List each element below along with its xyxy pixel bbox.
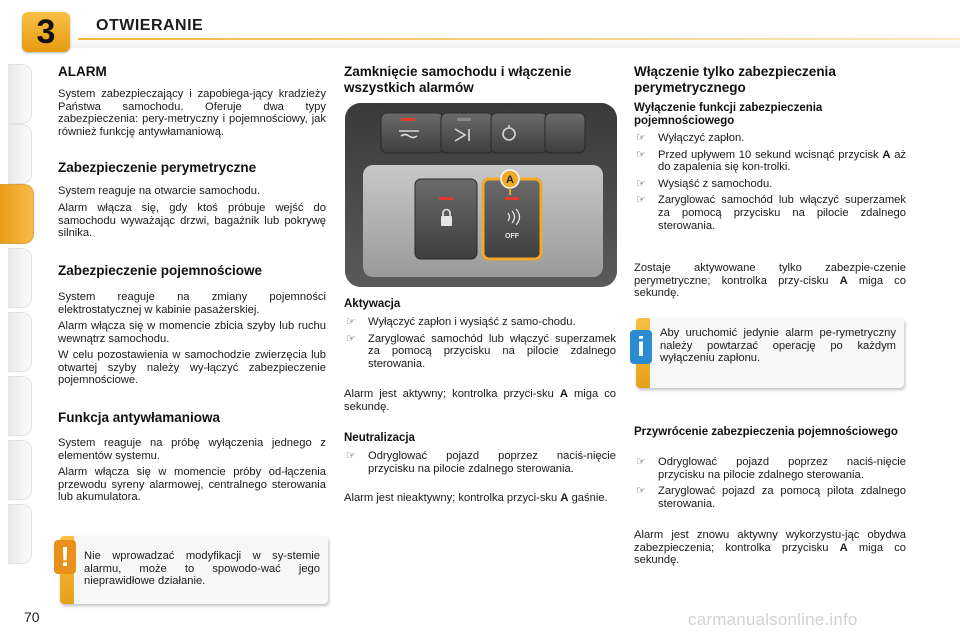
chapter-tab-7[interactable] <box>8 440 32 500</box>
lock-all-heading: Zamknięcie samochodu i włączenie wszystkich alarmów <box>344 64 572 95</box>
disable-volumetric-list <box>634 132 906 236</box>
info-icon: i <box>630 330 652 364</box>
chapter-tab-4[interactable] <box>8 248 32 308</box>
bullet-hand-icon: ☞ <box>346 332 356 345</box>
antitheft-heading: Funkcja antywłamaniowa <box>58 410 221 425</box>
list-item: ☞ Wyłączyć zapłon i wysiąść z samo-chodu. <box>346 316 576 328</box>
chapter-tab-3-active[interactable] <box>0 184 34 244</box>
disable-volumetric-result: Zostaje aktywowane tylko zabezpie-czenie perymetryczne; kontrolka przy-cisku A miga co sekundę. <box>634 262 906 300</box>
info-callout <box>636 318 904 388</box>
activation-heading: Aktywacja <box>344 298 401 310</box>
chapter-tab-6[interactable] <box>8 376 32 436</box>
warning-text: Nie wprowadzać modyfikacji w sy-stemie alarmu, może to spowodo-wać jego nieprawidłowe działanie. <box>84 550 320 588</box>
header-rule <box>78 38 960 40</box>
activation-result: Alarm jest aktywny; kontrolka przyci-sku A miga co sekundę. <box>344 388 617 413</box>
neutralization-list <box>344 450 616 479</box>
restore-volumetric-list <box>634 456 906 514</box>
list-item: ☞ Odryglować pojazd poprzez naciś-nięcie przycisku na pilocie zdalnego sterowania. <box>346 450 616 475</box>
neutralization-heading: Neutralizacja <box>344 432 415 444</box>
bullet-hand-icon: ☞ <box>636 148 646 161</box>
antitheft-text-2: Alarm włącza się w momencie próby od-łączenia przewodu syreny alarmowej, centralnego sterowania lub akumulatora. <box>58 466 326 504</box>
bullet-hand-icon: ☞ <box>636 456 646 468</box>
list-item: ☞ Wyłączyć zapłon. <box>636 132 745 144</box>
bullet-hand-icon: ☞ <box>636 194 646 207</box>
bullet-hand-icon: ☞ <box>636 132 646 144</box>
chapter-tab-5[interactable] <box>8 312 32 372</box>
chapter-tab-1[interactable] <box>8 64 32 124</box>
page-title: OTWIERANIE <box>96 17 204 34</box>
perimeter-only-heading: Włączenie tylko zabezpieczenia perymetrycznego <box>634 64 836 95</box>
volumetric-text-2: Alarm włącza się w momencie zbicia szyby lub ruchu wewnątrz samochodu. <box>58 320 326 345</box>
list-item: ☞ Wysiąść z samochodu. <box>636 177 773 190</box>
alarm-heading: ALARM <box>58 64 107 79</box>
alarm-button-photo <box>345 103 617 287</box>
antitheft-text-1: System reaguje na próbę wyłączenia jednego z elementów systemu. <box>58 437 326 462</box>
bullet-hand-icon: ☞ <box>636 177 646 190</box>
restore-volumetric-heading: Przywrócenie zabezpieczenia pojemnościowego <box>634 426 898 438</box>
perimeter-text-1: System reaguje na otwarcie samochodu. <box>58 185 261 197</box>
photo-off-label: OFF <box>505 233 519 240</box>
warning-icon: ! <box>54 540 76 574</box>
list-item: ☞ Przed upływem 10 sekund wcisnąć przycisk A aż do zapalenia się kon-trolki. <box>636 148 907 174</box>
bullet-hand-icon: ☞ <box>636 485 646 498</box>
disable-volumetric-heading: Wyłączenie funkcji zabezpieczenia pojemnościowego <box>634 102 823 127</box>
info-text: Aby uruchomić jedynie alarm pe-rymetryczny należy powtarzać operację po każdym wyłączeniu zapłonu. <box>660 327 896 365</box>
chapter-tab-8[interactable] <box>8 504 32 564</box>
perimeter-text-2: Alarm włącza się, gdy ktoś próbuje wejść do samochodu wyważając drzwi, bagażnik lub pokrywę silnika. <box>58 202 326 240</box>
perimeter-heading: Zabezpieczenie perymetryczne <box>58 160 257 175</box>
warning-callout <box>60 536 328 604</box>
neutralization-result: Alarm jest nieaktywny; kontrolka przyci-sku A gaśnie. <box>344 492 608 504</box>
volumetric-text-1: System reaguje na zmiany pojemności elektrostatycznej w kabinie pasażerskiej. <box>58 291 326 316</box>
list-item: ☞ Odryglować pojazd poprzez naciś-nięcie przycisku na pilocie zdalnego sterowania. <box>636 456 906 481</box>
volumetric-text-3: W celu pozostawienia w samochodzie zwierzęcia lub otwartej szyby należy wy-łączyć zabezpieczenie pojemnościowe. <box>58 349 326 387</box>
volumetric-heading: Zabezpieczenie pojemnościowe <box>58 263 263 278</box>
list-item: ☞ Zaryglować samochód lub włączyć superzamek za pomocą przycisku na pilocie zdalnego sterowania. <box>346 332 616 370</box>
list-item: ☞ Zaryglować samochód lub włączyć superzamek za pomocą przycisku na pilocie zdalnego sterowania. <box>636 194 906 232</box>
chapter-tab-2[interactable] <box>8 124 32 184</box>
watermark: carmanualsonline.info <box>688 610 858 629</box>
chapter-badge: 3 <box>22 12 70 52</box>
bullet-hand-icon: ☞ <box>346 450 356 462</box>
list-item: ☞ Zaryglować pojazd za pomocą pilota zdalnego sterowania. <box>636 485 906 510</box>
activation-list <box>344 316 616 374</box>
restore-volumetric-result: Alarm jest znowu aktywny wykorzystu-jąc obydwa zabezpieczenia; kontrolka przycisku A miga co sekundę. <box>634 529 907 567</box>
bullet-hand-icon: ☞ <box>346 316 356 328</box>
page-number: 70 <box>24 609 40 625</box>
photo-callout-label: A <box>506 174 514 186</box>
alarm-intro: System zabezpieczający i zapobiega-jący kradzieży Państwa samochodu. Oferuje dwa typy zabezpieczenia: pery-metryczny i pojemnościowy, jak również funkcję antywłamaniową. <box>58 88 326 138</box>
